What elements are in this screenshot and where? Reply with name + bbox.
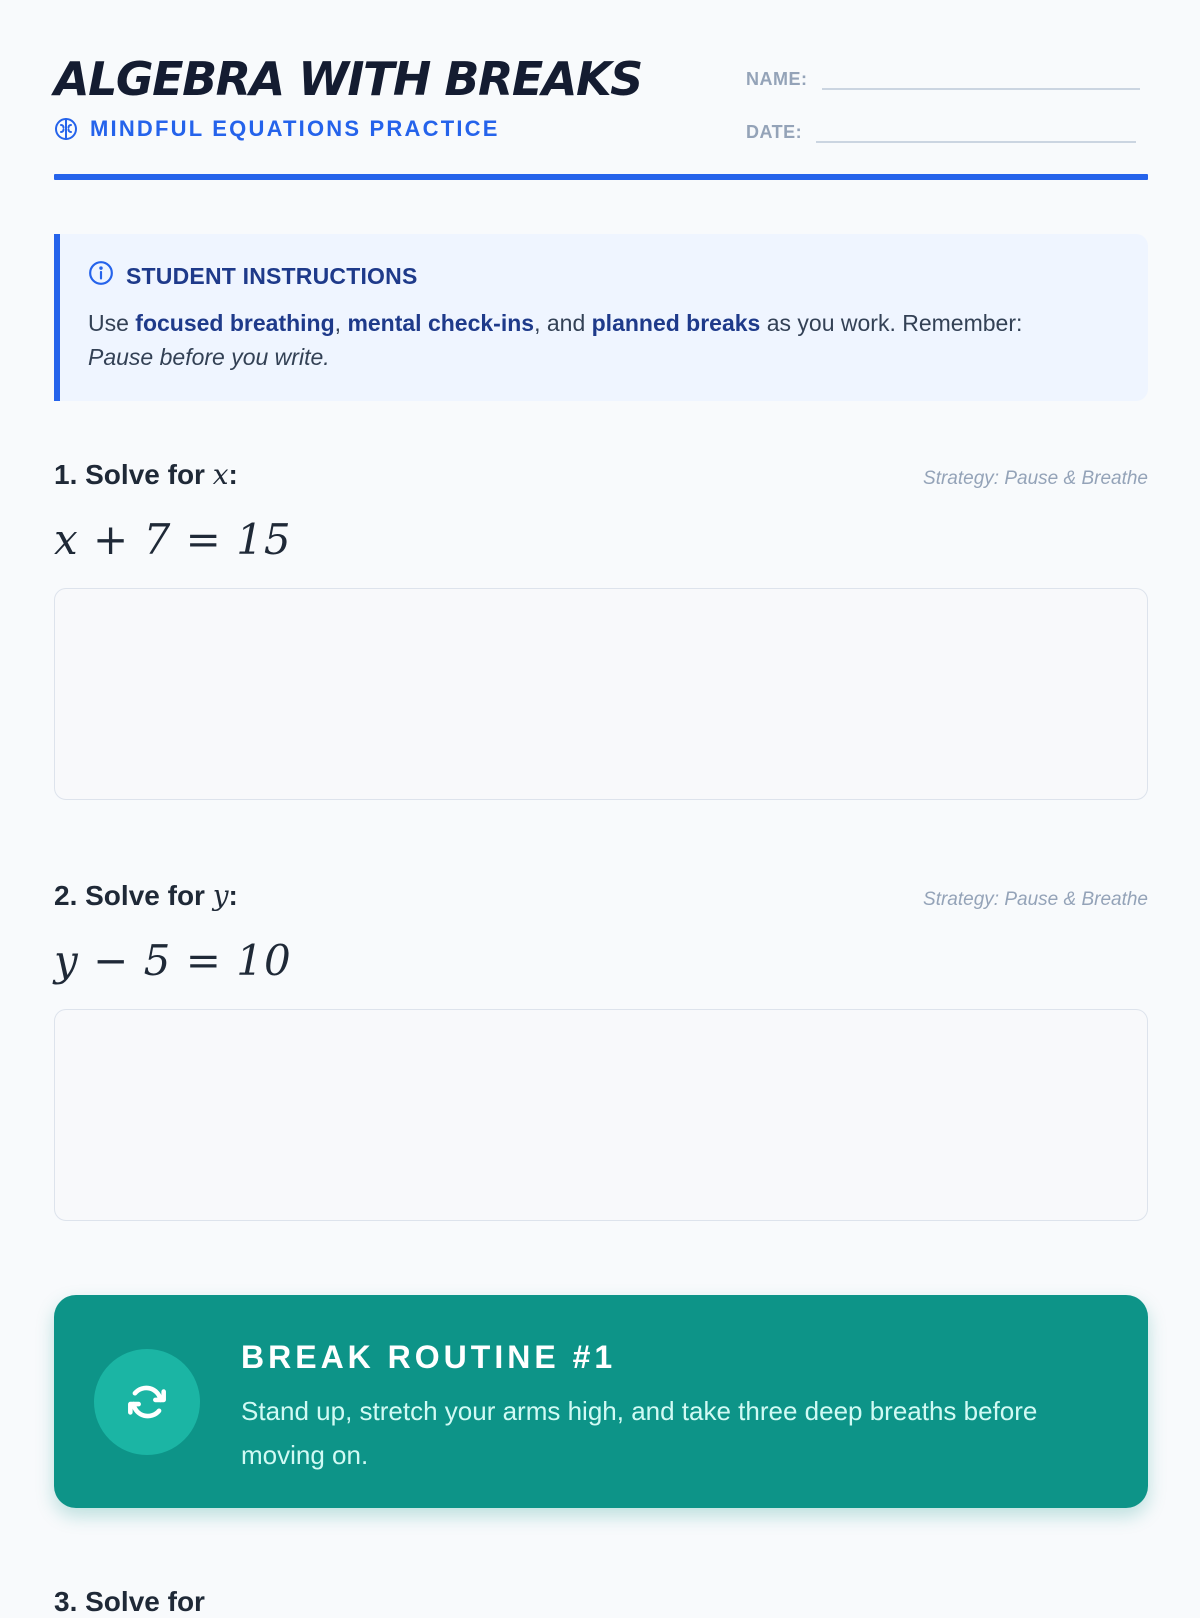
strategy-note: Strategy: Pause & Breathe [923,889,1148,910]
date-input-line[interactable] [816,113,1136,143]
strategy-note: Strategy: Pause & Breathe [923,468,1148,489]
worksheet-page [54,0,1148,1617]
instructions-text-part: Use [88,310,136,336]
name-label: NAME: [746,69,808,89]
brain-icon [54,117,78,141]
refresh-icon [94,1349,200,1455]
problem-title: 3. Solve for [54,1586,205,1617]
instructions-reminder: Pause before you write. [88,344,330,370]
problem-title [54,458,238,491]
date-label: DATE: [746,122,803,142]
info-icon [88,260,114,292]
instructions-bold-breaks: planned breaks [591,310,761,336]
equation: x + 7 = 15 [54,515,292,564]
name-field [746,60,1140,90]
instructions-bold-breathing: focused breathing [135,310,335,336]
instructions-text-part: as you work. Remember: [760,310,1023,336]
problem-variable: x [212,458,229,491]
name-input-line[interactable] [822,60,1140,90]
instructions-heading-row [88,260,1118,292]
problem-3 [54,1586,1148,1618]
problem-1 [54,458,1148,800]
subtitle [54,116,500,142]
instructions-text-part: , and [534,310,592,336]
subtitle-text: MINDFUL EQUATIONS PRACTICE [90,116,500,141]
problem-variable: y [212,879,229,912]
break-routine-title: BREAK ROUTINE #1 [241,1339,617,1375]
equation: y − 5 = 10 [54,936,292,985]
problem-colon: : [228,459,238,490]
instructions-heading: STUDENT INSTRUCTIONS [126,262,418,289]
problem-number-label: 2. Solve for [54,880,213,911]
page-title: ALGEBRA WITH BREAKS [54,52,642,106]
student-instructions [54,234,1148,401]
worksheet-header [54,0,1148,180]
problem-header [54,458,1148,491]
break-routine-text: Stand up, stretch your arms high, and take three deep breaths before moving on. [241,1396,1038,1470]
problem-colon: : [228,880,238,911]
instructions-text-part: , [334,310,348,336]
work-area[interactable] [54,588,1148,800]
problem-2 [54,879,1148,1221]
break-routine-card [54,1295,1148,1508]
date-field [746,113,1136,143]
header-divider [54,174,1148,180]
instructions-text [88,306,1118,374]
instructions-bold-checkins: mental check-ins [347,310,535,336]
problem-title [54,879,238,912]
problem-number-label: 1. Solve for [54,459,213,490]
work-area[interactable] [54,1009,1148,1221]
problem-header [54,879,1148,912]
